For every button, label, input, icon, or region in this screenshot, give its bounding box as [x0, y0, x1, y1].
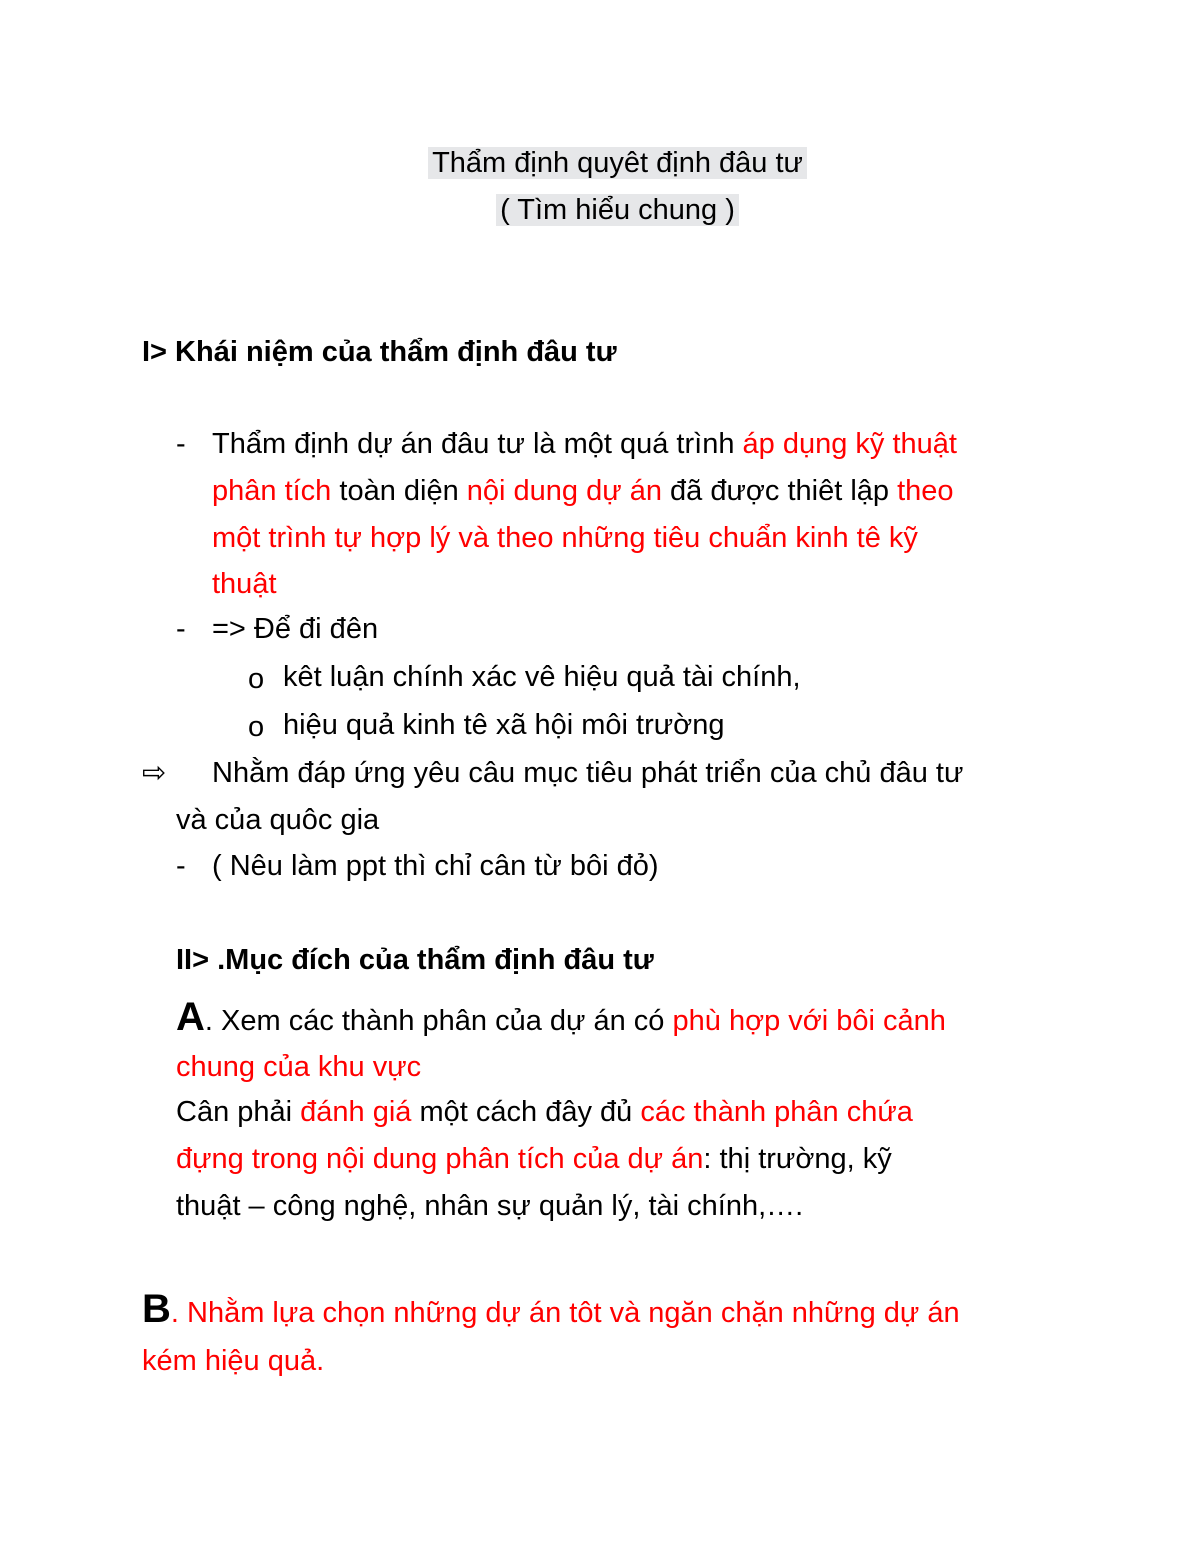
- sub-bullet-marker: o: [248, 711, 265, 743]
- red-text-span: các thành phân chứa: [640, 1096, 913, 1128]
- point-a-line-3: [176, 1092, 913, 1132]
- red-text-span: . Nhằm lựa chọn những dự án tôt và ngăn chặn những dự án: [170, 1297, 960, 1329]
- arrow-right-icon: ⇨: [142, 757, 167, 789]
- text-span: : thị trường, kỹ: [703, 1143, 892, 1175]
- point-b-letter: B: [142, 1287, 171, 1331]
- text-span: Thẩm định dự án đâu tư là một quá trình: [212, 428, 743, 460]
- bullet-1-line-3: một trình tự hợp lý và theo những tiêu chuẩn kinh tê kỹ: [212, 522, 918, 554]
- conclusion-line-2: và của quôc gia: [176, 804, 380, 836]
- bullet-2-marker: -: [176, 613, 186, 645]
- red-text-span: đựng trong nội dung phân tích của dự án: [176, 1143, 704, 1175]
- text-span: Cân phải: [176, 1096, 301, 1128]
- red-text-span: phân tích: [212, 475, 332, 507]
- bullet-3-text: ( Nêu làm ppt thì chỉ cân từ bôi đỏ): [212, 850, 659, 882]
- red-text-span: nội dung dự án: [466, 475, 662, 507]
- conclusion-line-1: Nhằm đáp ứng yêu câu mục tiêu phát triển của chủ đâu tư: [212, 757, 964, 789]
- point-a-line-5: thuật – công nghệ, nhân sự quản lý, tài chính,….: [176, 1190, 804, 1222]
- document-title: [0, 143, 1200, 183]
- red-text-span: áp dụng kỹ thuật: [742, 428, 957, 460]
- sub-bullet-marker: o: [248, 663, 265, 695]
- red-text-span: theo: [897, 475, 954, 507]
- point-a-line-4: [176, 1139, 892, 1179]
- point-a-letter: A: [176, 995, 205, 1039]
- point-a-line-1: [176, 997, 946, 1041]
- section-2-heading: II> .Mục đích của thẩm định đâu tư: [176, 944, 654, 976]
- point-a-line-2: chung của khu vực: [176, 1051, 422, 1083]
- document-subtitle: [0, 190, 1200, 230]
- bullet-1-line-1: [212, 424, 957, 464]
- title-text: Thẩm định quyêt định đâu tư: [428, 147, 807, 179]
- bullet-3-marker: -: [176, 850, 186, 882]
- subtitle-text: ( Tìm hiểu chung ): [496, 194, 739, 226]
- section-1-heading: I> Khái niệm của thẩm định đâu tư: [142, 336, 617, 368]
- text-span: đã được thiêt lập: [661, 475, 898, 507]
- sub-bullet-2-text: hiệu quả kinh tê xã hội môi trường: [283, 709, 725, 741]
- red-text-span: phù hợp với bôi cảnh: [672, 1005, 946, 1037]
- bullet-1-line-4: thuật: [212, 568, 277, 600]
- text-span: một cách đây đủ: [411, 1096, 641, 1128]
- sub-bullet-1-text: kêt luận chính xác vê hiệu quả tài chính,: [283, 661, 801, 693]
- text-span: toàn diện: [331, 475, 467, 507]
- bullet-1-line-2: [212, 471, 954, 511]
- point-b-line-1: [142, 1289, 960, 1333]
- text-span: . Xem các thành phân của dự án có: [204, 1005, 673, 1037]
- bullet-1-marker: -: [176, 428, 186, 460]
- bullet-2-text: => Để đi đên: [212, 613, 379, 645]
- red-text-span: đánh giá: [300, 1096, 412, 1128]
- point-b-line-2: kém hiệu quả.: [142, 1345, 325, 1377]
